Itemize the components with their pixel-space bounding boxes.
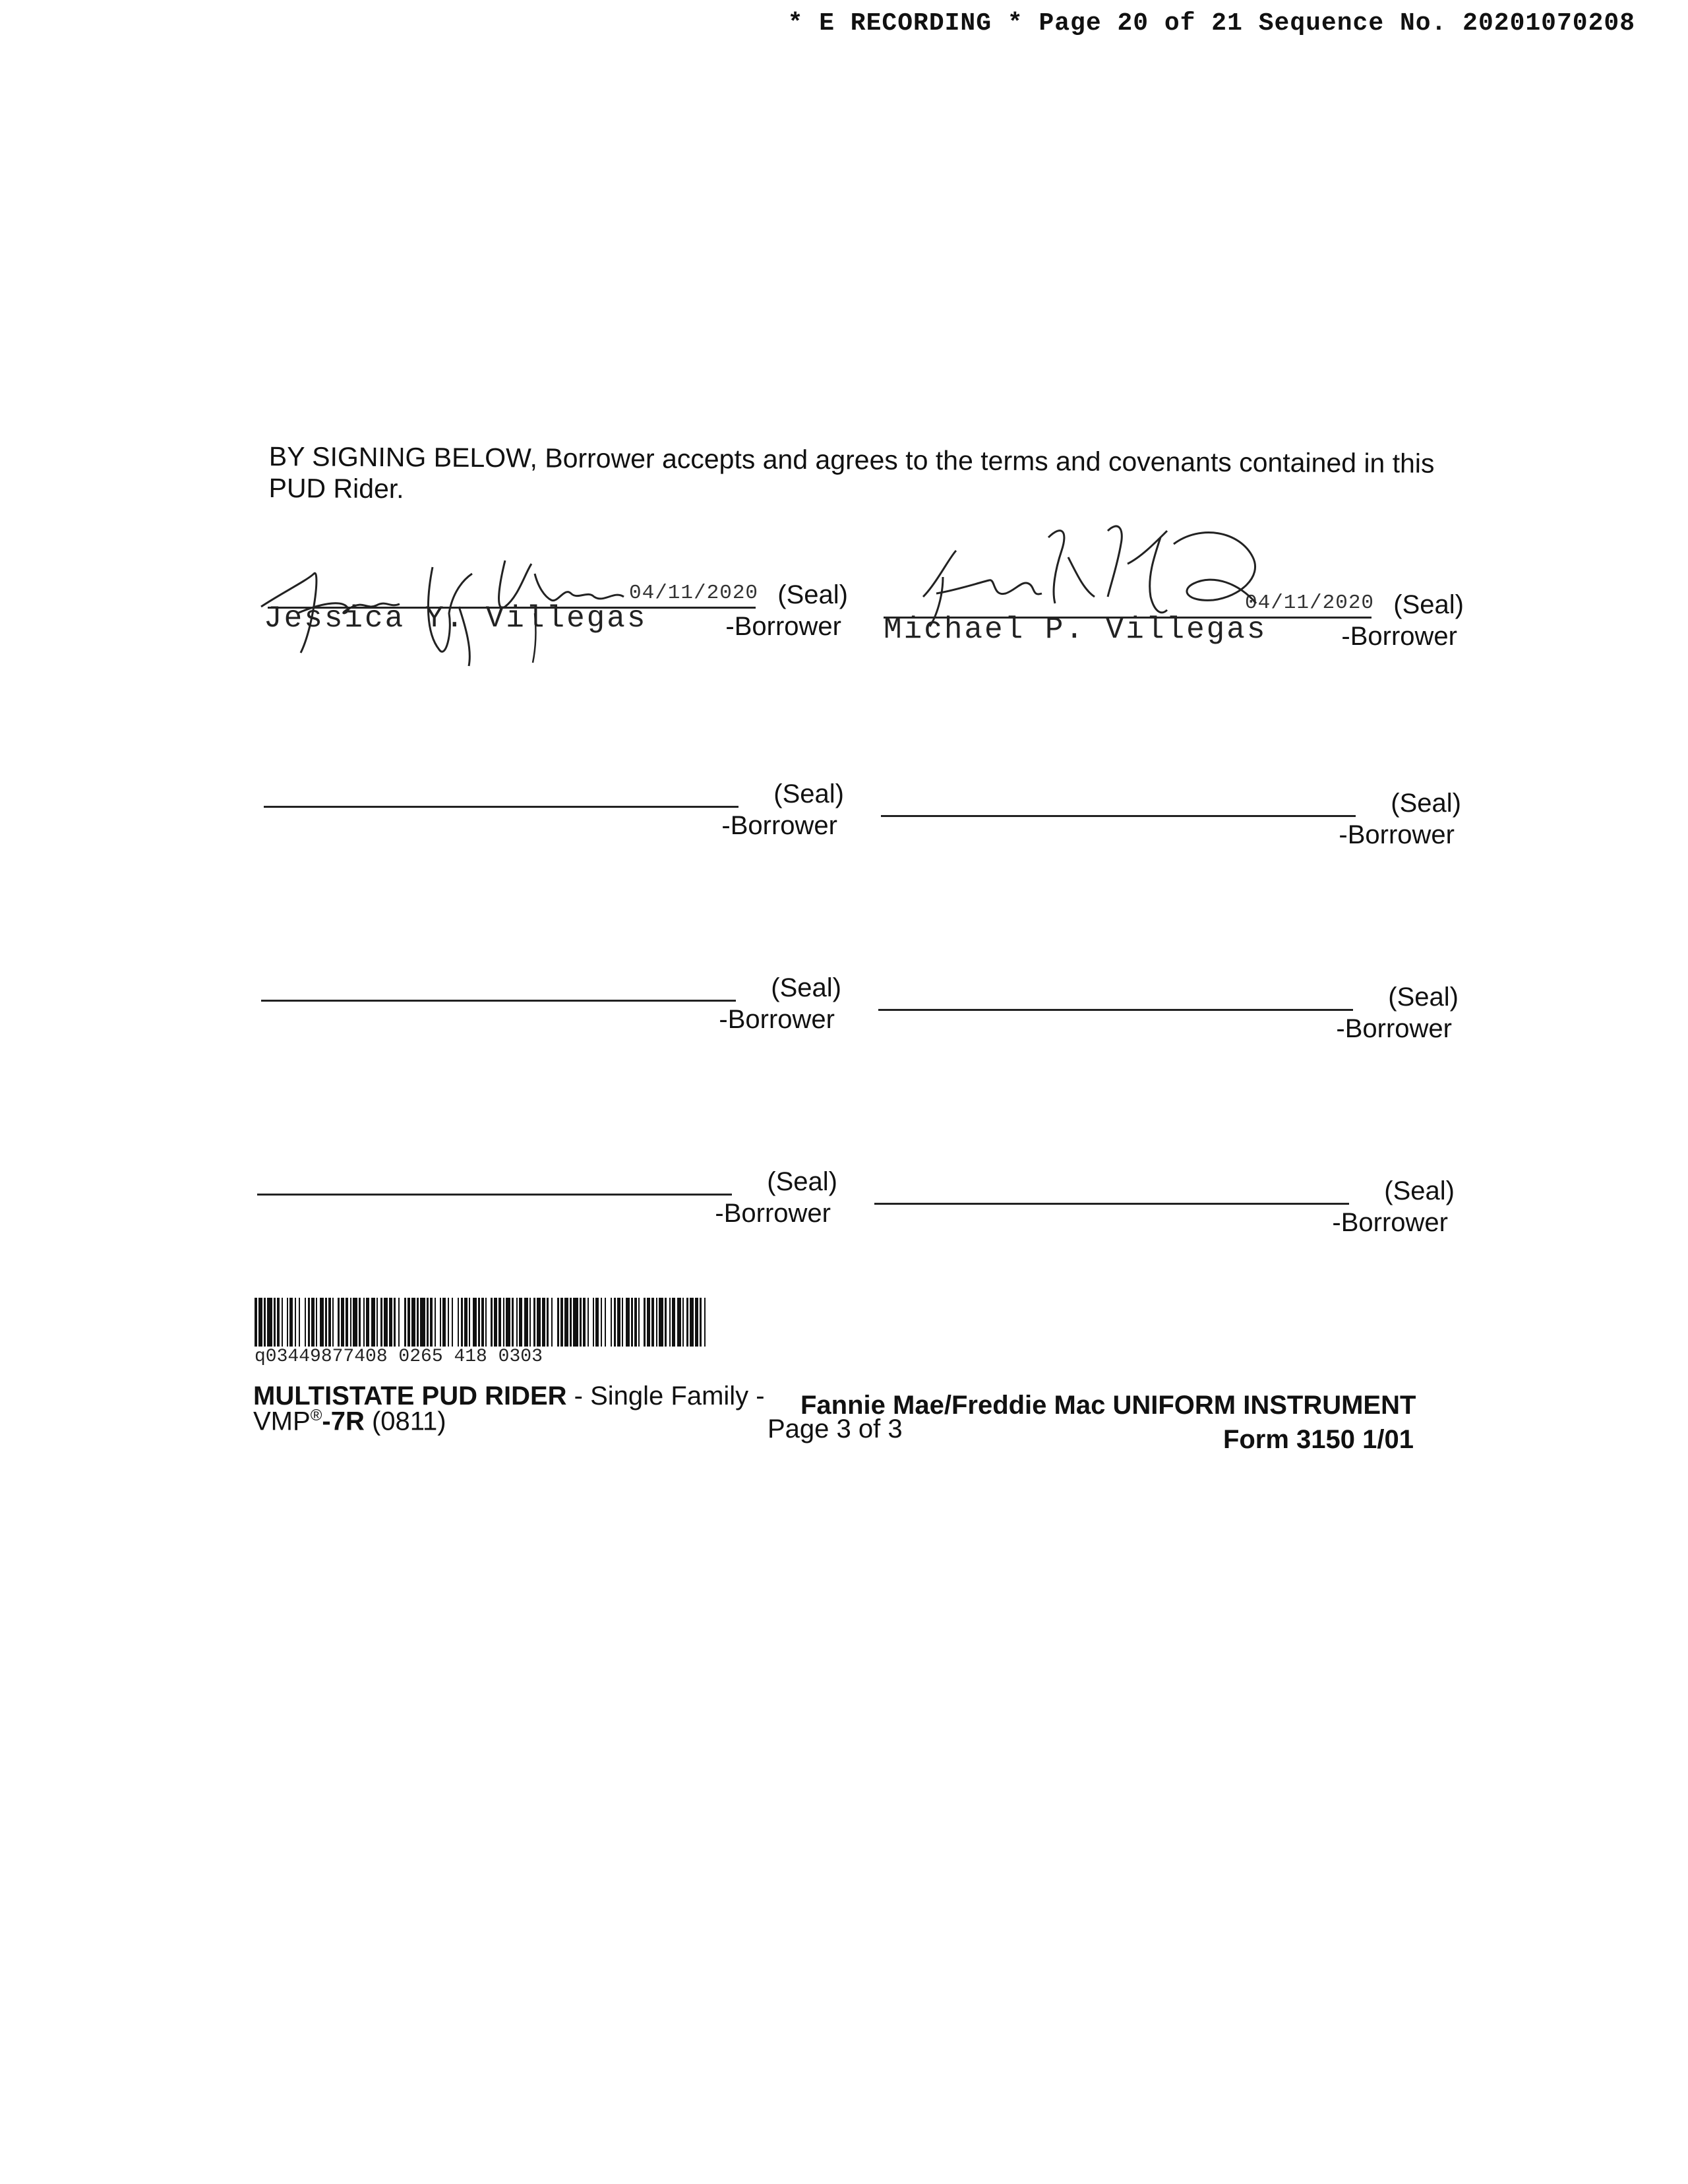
signature-date: 04/11/2020	[1245, 592, 1375, 615]
seal-label: (Seal)	[767, 1167, 837, 1196]
borrower-label: -Borrower	[725, 612, 841, 641]
borrower-label: -Borrower	[1341, 622, 1457, 651]
signature-block-5	[261, 969, 841, 1055]
form-number: Form 3150 1/01	[1222, 1425, 1414, 1454]
signature-line	[874, 1203, 1349, 1205]
vmp-form-code: -7R	[322, 1407, 365, 1436]
seal-label: (Seal)	[773, 779, 844, 808]
borrower-label: -Borrower	[1339, 820, 1455, 849]
signature-block-2	[884, 590, 1464, 676]
seal-label: (Seal)	[777, 580, 848, 609]
signature-block-6	[878, 979, 1459, 1064]
signature-block-8	[874, 1172, 1455, 1258]
vmp-prefix: VMP	[253, 1407, 311, 1436]
seal-label: (Seal)	[771, 973, 841, 1002]
seal-label: (Seal)	[1391, 789, 1461, 818]
vmp-version: (0811)	[364, 1407, 446, 1436]
signature-line	[261, 1000, 736, 1002]
recording-header: * E RECORDING * Page 20 of 21 Sequence No. 20201070208	[787, 9, 1635, 38]
handwritten-signature	[235, 534, 644, 666]
printed-name: Jessica Y. Villegas	[264, 601, 648, 636]
signature-block-7	[257, 1163, 837, 1249]
barcode-image	[255, 1298, 716, 1347]
borrower-label: -Borrower	[1336, 1014, 1452, 1043]
vmp-registered-mark: ®	[310, 1407, 322, 1424]
vmp-code	[253, 1407, 446, 1436]
borrower-label: -Borrower	[719, 1005, 835, 1034]
borrower-label: -Borrower	[715, 1199, 831, 1228]
signature-block-3	[264, 775, 844, 861]
page-number: Page 3 of 3	[768, 1414, 903, 1443]
form-title-rest: - Single Family -	[566, 1381, 765, 1410]
borrower-label: -Borrower	[1332, 1208, 1448, 1237]
form-footer	[253, 1381, 1414, 1454]
signature-block-1	[264, 580, 848, 666]
seal-label: (Seal)	[1388, 983, 1459, 1012]
printed-name: Michael P. Villegas	[884, 613, 1267, 647]
handwritten-signature	[897, 518, 1306, 650]
signature-block-4	[881, 785, 1461, 870]
signing-statement: BY SIGNING BELOW, Borrower accepts and agrees to the terms and covenants contained in this PUD Rider.	[268, 441, 1435, 504]
signature-line	[878, 1009, 1353, 1011]
seal-label: (Seal)	[1384, 1176, 1455, 1205]
signature-line	[264, 806, 738, 808]
signature-date: 04/11/2020	[629, 582, 759, 605]
form-title-bold: MULTISTATE PUD RIDER	[253, 1381, 567, 1410]
borrower-label: -Borrower	[721, 811, 837, 840]
uniform-instrument-label: Fannie Mae/Freddie Mac UNIFORM INSTRUMENT	[800, 1391, 1416, 1420]
signature-line	[881, 815, 1356, 817]
signature-line	[257, 1194, 732, 1196]
barcode-number: q03449877408 0265 418 0303	[255, 1347, 543, 1367]
seal-label: (Seal)	[1393, 590, 1464, 619]
